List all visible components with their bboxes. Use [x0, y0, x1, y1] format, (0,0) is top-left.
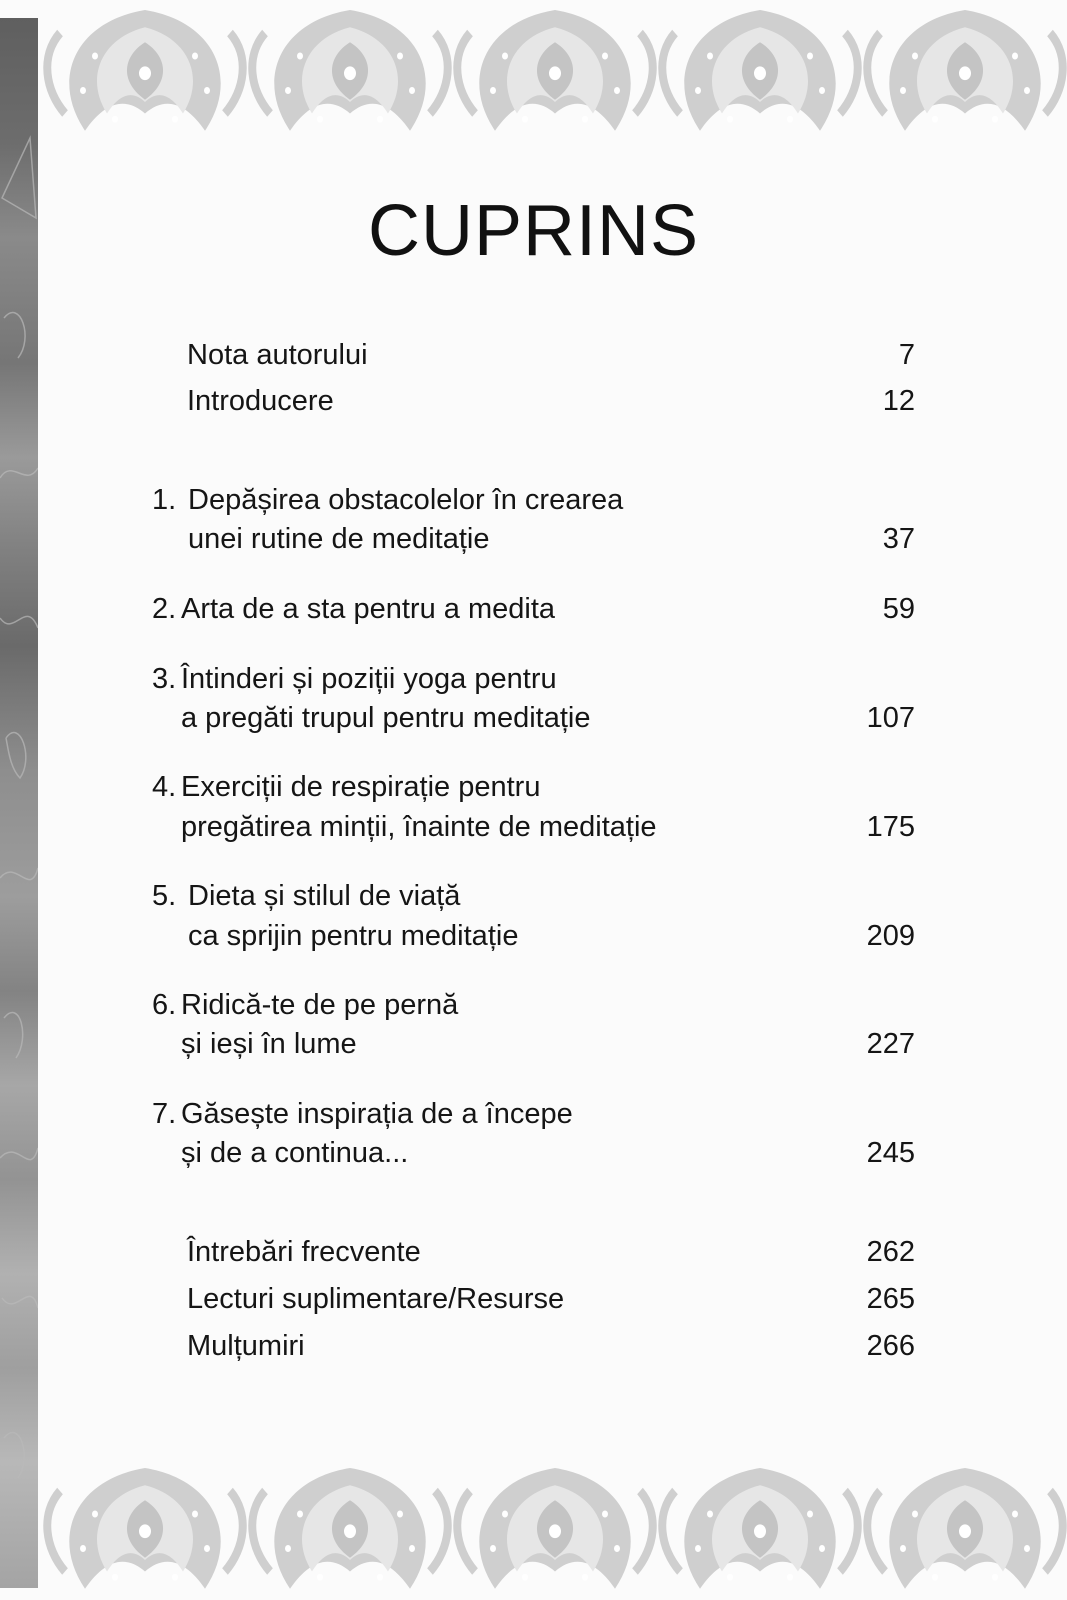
chapter-title-line-2: pregătirea minții, înainte de meditație: [181, 811, 657, 843]
chapter-number: 5.: [152, 880, 177, 912]
toc-page-number: 7: [898, 339, 915, 371]
chapter-number: 7.: [152, 1098, 177, 1130]
toc-entry-label: Introducere: [187, 385, 334, 417]
toc-entry-label: Mulțumiri: [187, 1330, 305, 1362]
chapter-title-line-1: Arta de a sta pentru a medita: [181, 593, 555, 625]
toc-page-number: 209: [866, 920, 915, 952]
toc-page-number: 266: [866, 1330, 915, 1362]
toc-page-number: 227: [866, 1028, 915, 1060]
toc-entry-label: Lecturi suplimentare/Resurse: [187, 1283, 565, 1315]
toc-page-number: 37: [882, 523, 915, 555]
chapter-title-line-1: Găsește inspirația de a începe: [181, 1098, 573, 1130]
chapter-number: 6.: [152, 989, 177, 1021]
toc-page-number: 59: [882, 593, 915, 625]
toc-page-number: 262: [866, 1236, 915, 1268]
toc-entry-label: Întrebări frecvente: [187, 1236, 421, 1268]
toc-entry-label: Nota autorului: [187, 339, 368, 371]
chapter-title-line-2: și ieși în lume: [181, 1028, 357, 1060]
chapter-number: 1.: [152, 484, 177, 516]
toc-page-number: 107: [866, 702, 915, 734]
chapter-title-line-2: a pregăti trupul pentru meditație: [181, 702, 591, 734]
toc-page-number: 265: [866, 1283, 915, 1315]
chapter-number: 2.: [152, 593, 177, 625]
toc-page-number: 12: [882, 385, 915, 417]
chapter-title-line-1: Ridică-te de pe pernă: [181, 989, 459, 1021]
chapter-title-line-2: și de a continua...: [181, 1137, 409, 1169]
toc-page-number: 175: [866, 811, 915, 843]
chapter-number: 4.: [152, 771, 177, 803]
bottom-ornament-border: [40, 1440, 1067, 1590]
chapter-title-line-1: Exerciții de respirație pentru: [181, 771, 541, 803]
chapter-title-line-1: Depășirea obstacolelor în crearea: [188, 484, 624, 516]
chapter-title-line-2: ca sprijin pentru meditație: [188, 920, 519, 952]
toc-page-number: 245: [866, 1137, 915, 1169]
chapter-title-line-1: Întinderi și poziții yoga pentru: [181, 663, 557, 695]
chapter-title-line-2: unei rutine de meditație: [188, 523, 490, 555]
chapter-title-line-1: Dieta și stilul de viață: [188, 880, 461, 912]
page-title: CUPRINS: [367, 191, 700, 271]
chapter-number: 3.: [152, 663, 177, 695]
